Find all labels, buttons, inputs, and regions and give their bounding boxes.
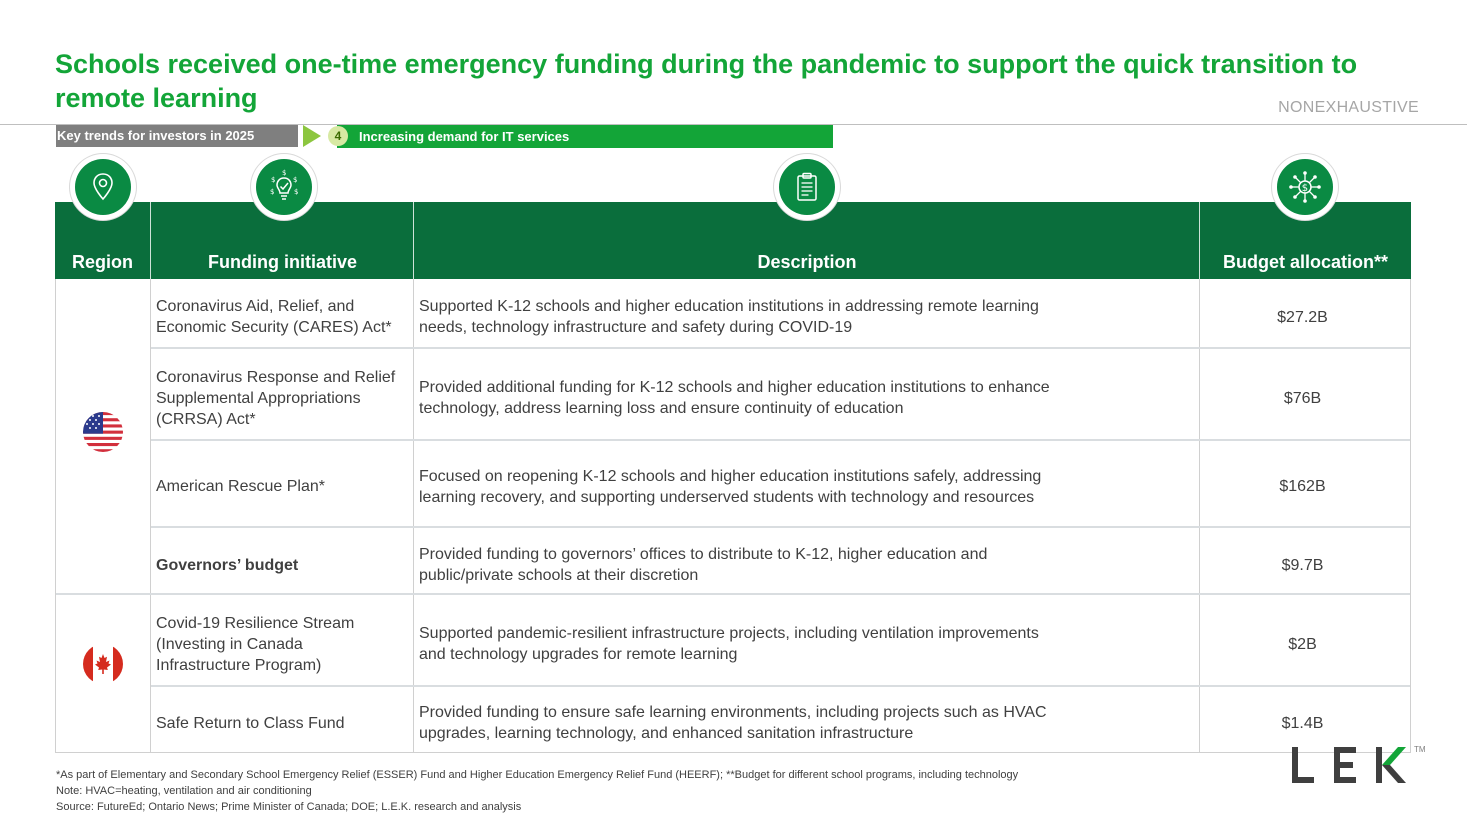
table-row-description: Focused on reopening K-12 schools and higher education institutions safely, addressing learning recovery, and supporting underserved students with technology and resources [419, 467, 1042, 506]
table-row-description: Supported pandemic-resilient infrastructure projects, including ventilation improvements and technology upgrades for remote learning [419, 625, 1039, 663]
dollar-network-icon [1272, 154, 1338, 220]
svg-text:$: $ [271, 176, 276, 184]
clipboard-icon [774, 154, 840, 220]
col-header-description: Description [757, 252, 857, 272]
table-row-budget: $27.2B [1277, 308, 1328, 326]
header-divider [150, 202, 151, 279]
table-row-description: Supported K-12 schools and higher education institutions in addressing remote learning needs, technology infrastructure and safety during COVID-19 [419, 298, 1039, 336]
trend-label: Key trends for investors in 2025 [56, 125, 298, 147]
table-row-budget: $1.4B [1281, 714, 1324, 732]
table-row-initiative: Safe Return to Class Fund [156, 714, 345, 732]
table-row-initiative: Covid-19 Resilience Stream (Investing in Canada Infrastructure Program) [156, 614, 355, 674]
table-row-initiative: Coronavirus Response and Relief Supplemental Appropriations (CRRSA) Act* [156, 368, 396, 428]
table-row-description: Provided funding to governors’ offices to distribute to K-12, higher education and public/private schools at their discretion [419, 546, 988, 584]
table-row-initiative: Coronavirus Aid, Relief, and Economic Security (CARES) Act* [156, 298, 392, 336]
svg-text:$: $ [294, 188, 299, 196]
footnote-asterisk: *As part of Elementary and Secondary School Emergency Relief (ESSER) Fund and Higher Education Emergency Relief Fund (HEERF); **Budget for different school programs, including technology [56, 769, 1019, 781]
trend-number-badge: 4 [328, 126, 348, 146]
table-row-description: Provided funding to ensure safe learning environments, including projects such as HVAC upgrades, learning technology, and enhanced sanitation infrastructure [419, 704, 1047, 742]
column-divider [150, 279, 151, 753]
table-row-description: Provided additional funding for K-12 schools and higher education institutions to enhance technology, address learning loss and ensure continuity of education [419, 379, 1050, 417]
trend-topic: Increasing demand for IT services [337, 125, 833, 148]
col-header-budget: Budget allocation** [1222, 252, 1388, 272]
trademark-mark: TM [1414, 745, 1426, 754]
trend-arrow-icon [303, 125, 321, 147]
col-header-region: Region [72, 252, 133, 272]
table-row-initiative: Governors’ budget [156, 556, 299, 574]
column-divider [413, 279, 414, 753]
table-row-budget: $162B [1279, 478, 1326, 495]
us-flag-icon [83, 412, 123, 452]
nonexhaustive-tag: NONEXHAUSTIVE [1278, 99, 1419, 116]
svg-text:$: $ [282, 169, 287, 177]
header-divider [1199, 202, 1200, 279]
money-lightbulb-icon [251, 154, 317, 220]
svg-text:$: $ [1301, 183, 1309, 194]
lek-logo [1290, 745, 1414, 790]
page-title: Schools received one-time emergency funding during the pandemic to support the quick transition to remote learning [55, 49, 1358, 113]
table-row-budget: $9.7B [1281, 556, 1324, 574]
footnote-note: Note: HVAC=heating, ventilation and air conditioning [56, 785, 312, 797]
table-row-budget: $76B [1283, 389, 1322, 407]
canada-flag-icon [83, 644, 123, 684]
svg-text:$: $ [270, 188, 275, 196]
table-row-initiative: American Rescue Plan* [156, 478, 325, 495]
header-divider [413, 202, 414, 279]
footnote-source: Source: FutureEd; Ontario News; Prime Minister of Canada; DOE; L.E.K. research and analysis [56, 801, 522, 813]
col-header-initiative: Funding initiative [208, 252, 357, 272]
map-pin-icon [70, 154, 136, 220]
table-row-budget: $2B [1288, 635, 1317, 653]
svg-text:$: $ [293, 176, 298, 184]
